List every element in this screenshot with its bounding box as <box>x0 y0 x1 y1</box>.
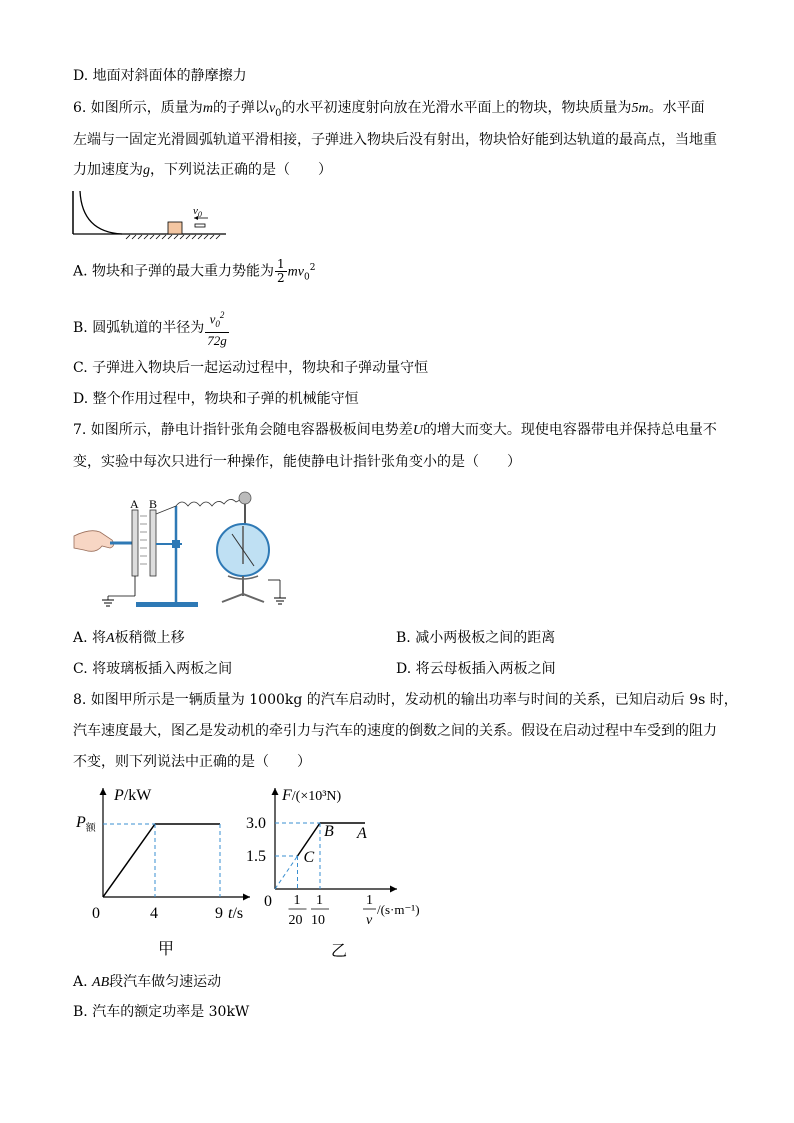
q7-option-a: A. 将A板稍微上移 <box>73 630 185 646</box>
q6-stem-line3: 力加速度为g，下列说法正确的是（ ） <box>73 162 332 178</box>
q6-option-c: C. 子弹进入物块后一起运动过程中，物块和子弹动量守恒 <box>73 360 429 376</box>
q6-stem-line1: 6. 如图所示，质量为m的子弹以$v_0$的水平初速度射向放在光滑水平面上的物块，物块质量为5m。水平面 <box>73 100 705 119</box>
mass-symbol: m <box>202 101 213 116</box>
x-tick-num: 1 <box>293 893 301 908</box>
origin-label: 0 <box>264 893 272 910</box>
coiled-wire <box>156 498 244 514</box>
chart-jia <box>70 778 260 968</box>
q8-stem-line2: 汽车速度最大，图乙是发动机的牵引力与汽车的速度的倒数之间的关系。假设在启动过程中车受到的阻力 <box>73 723 717 739</box>
chart-caption: 甲 <box>158 941 175 958</box>
chart-yi <box>240 778 440 968</box>
v0-label: $v_0$ <box>193 205 202 219</box>
y-tick-label: 1.5 <box>246 848 266 865</box>
q8-option-a: A. AB段汽车做匀速运动 <box>73 974 222 990</box>
q7-option-d: D. 将云母板插入两板之间 <box>396 661 556 677</box>
bullet <box>195 224 205 227</box>
series-line <box>103 824 220 897</box>
q6-option-d: D. 整个作用过程中，物块和子弹的机械能守恒 <box>73 391 359 407</box>
q8-option-b: B. 汽车的额定功率是 30kW <box>73 1004 250 1020</box>
plate-a <box>132 510 138 576</box>
x-tick-den: 10 <box>311 913 325 928</box>
q5-option-d: D. 地面对斜面体的静摩擦力 <box>73 68 247 84</box>
x-tick-label: 9 <box>215 905 223 922</box>
y-axis-label: F/(×10³N) <box>282 787 342 804</box>
q7-stem-line2: 变，实验中每次只进行一种操作，能使静电计指针张角变小的是（ ） <box>73 454 521 470</box>
q6-option-b: B. 圆弧轨道的半径为 $\frac{v_0^2}{72g}$ <box>73 310 227 348</box>
x-axis-label: /(s·m⁻¹) <box>377 902 420 917</box>
q8-stem-line3: 不变，则下列说法中正确的是（ ） <box>73 754 311 770</box>
plate-b <box>150 510 156 576</box>
q7-option-c: C. 将玻璃板插入两板之间 <box>73 661 233 677</box>
q7-option-b: B. 减小两极板之间的距离 <box>396 630 556 646</box>
svg-text:B: B <box>149 497 158 511</box>
guide-origin-c <box>275 856 298 889</box>
q8-stem-line1: 8. 如图甲所示是一辆质量为 1000kg 的汽车启动时，发动机的输出功率与时间的关系，已知启动后 9s 时， <box>73 692 738 708</box>
y-tick-p-rated: $P_额$ <box>76 814 96 834</box>
origin-label: 0 <box>92 905 100 922</box>
q6-figure <box>70 188 230 242</box>
x-tick-label: 4 <box>150 905 158 922</box>
point-label-C: C <box>303 849 315 866</box>
chart-caption: 乙 <box>331 943 348 960</box>
x-var-num: 1 <box>366 893 373 908</box>
svg-text:A: A <box>130 497 139 511</box>
q6-option-a: A. 物块和子弹的最大重力势能为 $\frac{1}{2}$ $mv_0^2$ <box>73 257 316 286</box>
x-tick-den: 20 <box>288 913 303 928</box>
stand-base <box>136 602 198 607</box>
block <box>168 222 182 234</box>
q7-stem-line1: 7. 如图所示，静电计指针张角会随电容器极板间电势差U的增大而变大。现使电容器带电并保持总电量不 <box>73 422 717 438</box>
point-label-A: A <box>357 825 367 842</box>
x-axis-label: t/s <box>228 905 244 922</box>
x-var-den: v <box>366 913 373 928</box>
point-label-B: B <box>324 823 334 840</box>
q6-stem-line2: 左端与一固定光滑圆弧轨道平滑相接，子弹进入物块后没有射出，物块恰好能到达轨道的最高点，当地重 <box>73 132 717 148</box>
hand <box>74 531 114 552</box>
y-tick-label: 3.0 <box>246 815 266 832</box>
x-tick-num: 1 <box>316 893 323 908</box>
q7-figure <box>72 484 298 612</box>
y-axis-label: P/kW <box>114 787 152 804</box>
